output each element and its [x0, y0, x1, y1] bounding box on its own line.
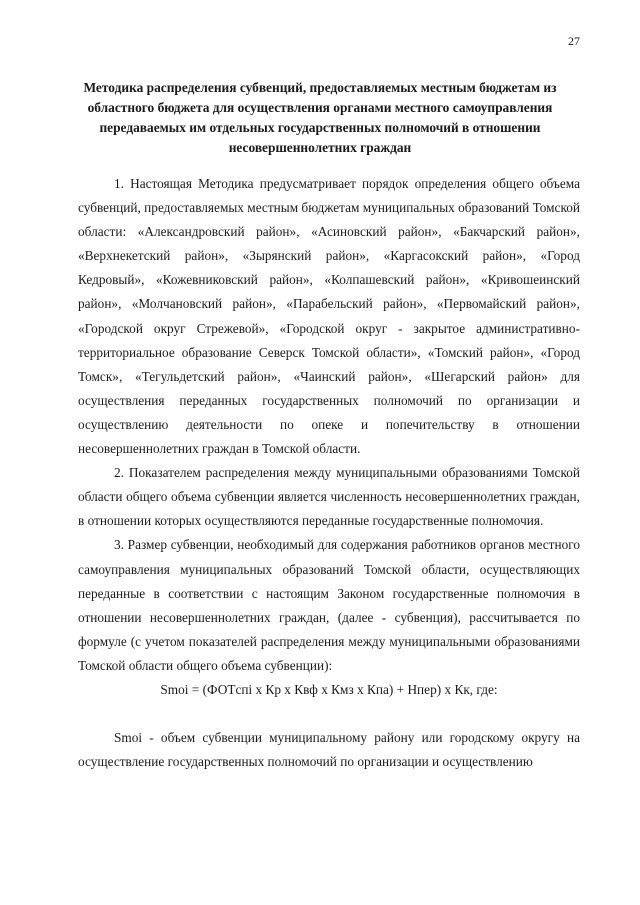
definition-paragraph: Smoi - объем субвенции муниципальному району или городскому округу на осуществление государственных полномочий по организации и осуществлению [78, 730, 580, 770]
paragraph-1: 1. Настоящая Методика предусматривает порядок определения общего объема субвенций, предоставляемых местным бюджетам муниципальных образований Томской области: «Александровский район», «Асиновский район», «Бакчарский район», «Верхнекетский район», «Зырянский район», «Каргасокский район», «Город Кедровый», «Кожевниковский район», «Колпашевский район», «Кривошеинский район», «Молчановский район», «Парабельский район», «Первомайский район», «Городской округ Стрежевой», «Городской округ - закрытое административно-территориальное образование Северск Томской области», «Томский район», «Город Томск», «Тегульдетский район», «Чаинский район», «Шегарский район» для осуществления переданных государственных полномочий по организации и осуществлению деятельности по опеке и попечительству в отношении несовершеннолетних граждан в Томской области. [78, 176, 580, 457]
paragraph-2: 2. Показателем распределения между муниципальными образованиями Томской области общего объема субвенции является численность несовершеннолетних граждан, в отношении которых осуществляются переданные государственные полномочия. [78, 465, 580, 529]
page-number: 27 [568, 34, 580, 48]
document-title: Методика распределения субвенций, предоставляемых местным бюджетам из областного бюджета для осуществления органами местного самоуправления передаваемых им отдельных государственных полномочий в отношении несовершеннолетних граждан [83, 80, 557, 155]
paragraph-3: 3. Размер субвенции, необходимый для содержания работников органов местного самоуправления муниципальных образований Томской области, осуществляющих переданные в соответствии с настоящим Законом государственные полномочия в отношении несовершеннолетних граждан, (далее - субвенция), рассчитывается по формуле (с учетом показателей распределения между муниципальными образованиями Томской области общего объема субвенции): [78, 537, 580, 673]
document-body [78, 172, 580, 774]
subvention-formula: Smoi = (ФОТcпi x Кр x Квф x Кмз x Кпа) + Нпер) x Кк, где: [160, 681, 498, 697]
